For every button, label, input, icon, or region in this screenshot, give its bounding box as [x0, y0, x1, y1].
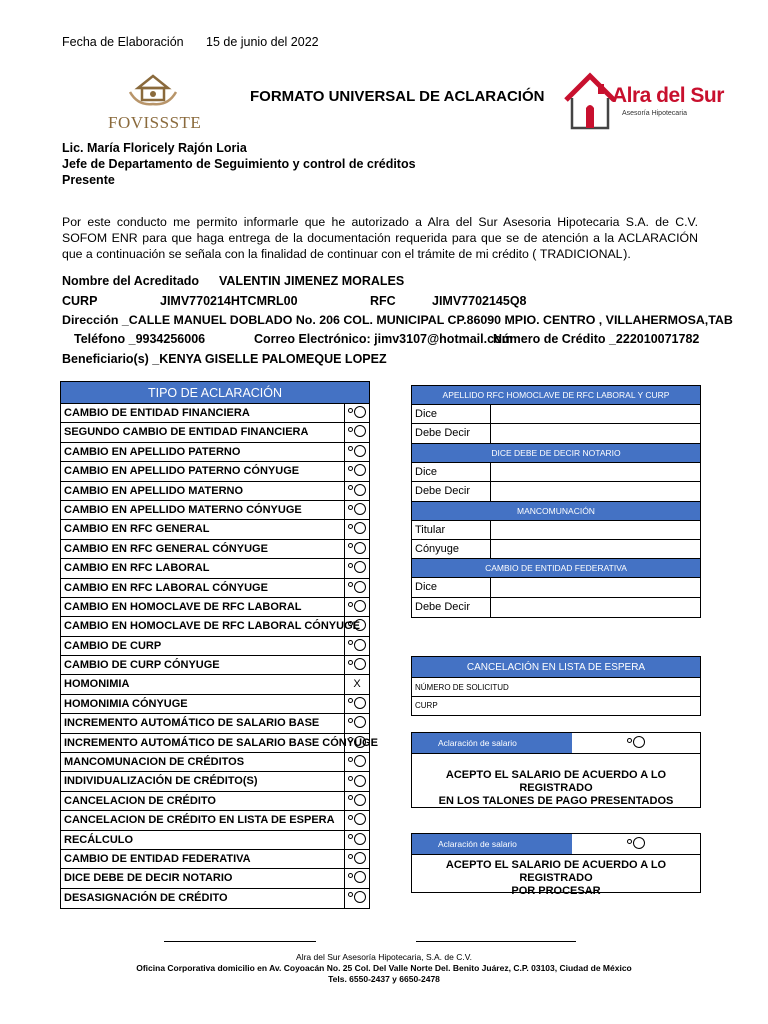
aclaracion-label: INDIVIDUALIZACIÓN DE CRÉDITO(S)	[61, 772, 345, 790]
table-row	[412, 540, 700, 559]
aclaracion-label: CAMBIO EN RFC GENERAL CÓNYUGE	[61, 540, 345, 558]
small-circle-icon	[348, 466, 353, 471]
body-line-3	[62, 246, 698, 262]
aclaracion-label: CAMBIO EN RFC GENERAL	[61, 520, 345, 538]
salario-header	[412, 834, 700, 855]
footer	[0, 952, 768, 985]
small-circle-icon	[348, 660, 353, 665]
footer-company: Alra del Sur Asesoría Hipotecaria, S.A. de C.V.	[296, 952, 472, 962]
correo: Correo Electrónico: jimv3107@hotmail.com	[254, 332, 513, 346]
row-label: Debe Decir	[412, 598, 491, 617]
small-circle-icon	[348, 795, 353, 800]
salario-box-2	[411, 833, 701, 897]
table-row	[61, 753, 369, 772]
input-cell[interactable]	[491, 405, 700, 423]
small-circle-icon	[348, 602, 353, 607]
aclaracion-selector[interactable]	[345, 772, 369, 790]
aclaracion-selector[interactable]	[345, 811, 369, 829]
small-circle-icon	[348, 698, 353, 703]
aclaracion-selector[interactable]	[345, 850, 369, 868]
radio-icon[interactable]	[633, 837, 645, 849]
fovissste-emblem-icon	[108, 72, 198, 108]
radio-icon[interactable]	[354, 775, 366, 787]
aclaracion-label: CAMBIO DE ENTIDAD FEDERATIVA	[61, 850, 345, 868]
salario-line: EN LOS TALONES DE PAGO PRESENTADOS	[438, 795, 674, 807]
aclaracion-label: CAMBIO DE CURP CÓNYUGE	[61, 656, 345, 674]
tipo-aclaracion-table	[60, 381, 378, 909]
salario-box-1	[411, 732, 701, 808]
numero-credito: Número de Crédito _222010071782	[493, 332, 700, 346]
aclaracion-label: CAMBIO EN RFC LABORAL CÓNYUGE	[61, 579, 345, 597]
body-paragraph	[62, 214, 698, 262]
aclaracion-selector[interactable]	[345, 675, 369, 693]
radio-icon[interactable]	[354, 503, 366, 515]
small-circle-icon	[348, 524, 353, 529]
aclaracion-label: CAMBIO EN HOMOCLAVE DE RFC LABORAL	[61, 598, 345, 616]
mancomunacion-header: MANCOMUNACIÓN	[412, 502, 700, 521]
small-circle-icon	[348, 892, 353, 897]
table-row	[412, 598, 700, 617]
aclaracion-label: RECÁLCULO	[61, 831, 345, 849]
body-line: que a continuación se señala con la finalidad de continuar con el trámite de mi crédito (	[62, 247, 537, 261]
table-row	[61, 482, 369, 501]
radio-icon[interactable]	[354, 581, 366, 593]
small-circle-icon	[348, 446, 353, 451]
radio-icon[interactable]	[354, 406, 366, 418]
row-label: Cónyuge	[412, 540, 491, 558]
radio-icon[interactable]	[354, 542, 366, 554]
table-row	[61, 501, 369, 520]
small-circle-icon	[348, 873, 353, 878]
radio-icon[interactable]	[354, 852, 366, 864]
aclaracion-label: CANCELACION DE CRÉDITO	[61, 792, 345, 810]
small-circle-icon	[348, 427, 353, 432]
table-row	[61, 656, 369, 675]
small-circle-icon	[348, 505, 353, 510]
cancelacion-header: CANCELACIÓN EN LISTA DE ESPERA	[412, 657, 700, 678]
fovissste-logo	[108, 72, 202, 132]
aclaracion-label: CAMBIO DE ENTIDAD FINANCIERA	[61, 404, 345, 422]
body-line: ).	[623, 247, 631, 261]
alra-wordmark: Alra del Sur	[612, 84, 724, 107]
aclaracion-selector[interactable]	[345, 598, 369, 616]
input-cell[interactable]	[491, 578, 700, 596]
aclaracion-selector[interactable]	[345, 656, 369, 674]
small-circle-icon	[348, 834, 353, 839]
salario-line: ACEPTO EL SALARIO DE ACUERDO A LO REGISTRADO	[445, 859, 667, 884]
radio-icon[interactable]	[354, 891, 366, 903]
acreditado-value: VALENTIN JIMENEZ MORALES	[219, 274, 405, 288]
small-circle-icon	[348, 854, 353, 859]
radio-icon[interactable]	[354, 464, 366, 476]
signature-line-left	[164, 941, 316, 942]
aclaracion-label: CAMBIO EN APELLIDO MATERNO CÓNYUGE	[61, 501, 345, 519]
footer-address: Oficina Corporativa domicilio en Av. Coyoacán No. 25 Col. Del Valle Norte Del. Benito Juárez, C.P. 03103, Ciudad de México	[136, 963, 632, 973]
apellido-header: APELLIDO RFC HOMOCLAVE DE RFC LABORAL Y CURP	[412, 386, 700, 405]
radio-icon[interactable]	[633, 736, 645, 748]
curp-value: JIMV770214HTCMRL00	[160, 294, 298, 308]
aclaracion-label: HOMONIMIA CÓNYUGE	[61, 695, 345, 713]
salario-line: ACEPTO EL SALARIO DE ACUERDO A LO REGISTRADO	[445, 769, 667, 794]
row-label: Dice	[412, 578, 491, 596]
aclaracion-selector[interactable]	[345, 443, 369, 461]
curp-label: CURP	[62, 294, 98, 308]
aclaracion-label: MANCOMUNACION DE CRÉDITOS	[61, 753, 345, 771]
rfc-label: RFC	[370, 294, 396, 308]
curp-field[interactable]: CURP	[415, 701, 438, 710]
salario-header-label: Aclaración de salario	[412, 834, 572, 854]
table-row	[412, 424, 700, 443]
small-circle-icon	[348, 718, 353, 723]
small-circle-icon	[348, 543, 353, 548]
rfc-value: JIMV7702145Q8	[432, 294, 527, 308]
aclaracion-selector[interactable]	[345, 889, 369, 908]
table-row	[61, 792, 369, 811]
radio-icon[interactable]	[354, 794, 366, 806]
tipo-aclaracion-header: TIPO DE ACLARACIÓN	[61, 382, 369, 404]
aclaracion-label: INCREMENTO AUTOMÁTICO DE SALARIO BASE	[61, 714, 345, 732]
salario-text	[412, 855, 700, 898]
credit-type: TRADICIONAL	[539, 247, 623, 261]
table-row	[61, 423, 369, 442]
radio-icon[interactable]	[354, 871, 366, 883]
salario-line: POR PROCESAR	[511, 885, 601, 897]
small-circle-icon	[348, 621, 353, 626]
salario-radio[interactable]	[572, 733, 700, 753]
input-cell[interactable]	[491, 598, 700, 617]
aclaracion-label: DESASIGNACIÓN DE CRÉDITO	[61, 889, 345, 908]
alra-tagline: Asesoría Hipotecaria	[622, 110, 687, 117]
table-row	[61, 559, 369, 578]
table-row	[412, 482, 700, 501]
table-row	[61, 540, 369, 559]
table-row	[61, 869, 369, 888]
input-cell[interactable]	[491, 463, 700, 481]
table-row	[61, 811, 369, 830]
radio-icon[interactable]	[354, 813, 366, 825]
aclaracion-selector[interactable]	[345, 520, 369, 538]
tipo-aclaracion-rows	[61, 404, 378, 908]
row-label: Debe Decir	[412, 424, 491, 442]
aclaracion-selector[interactable]	[345, 869, 369, 887]
table-row	[61, 714, 369, 733]
table-row	[61, 579, 369, 598]
input-cell[interactable]	[491, 424, 700, 442]
aclaracion-selector[interactable]	[345, 404, 369, 422]
radio-icon[interactable]	[354, 755, 366, 767]
date-label: Fecha de Elaboración	[62, 35, 184, 49]
radio-icon[interactable]	[354, 716, 366, 728]
table-row	[61, 520, 369, 539]
aclaracion-label: CAMBIO EN HOMOCLAVE DE RFC LABORAL CÓNYUGE	[61, 617, 345, 635]
alra-house-icon	[560, 70, 620, 132]
alra-logo	[560, 70, 724, 132]
salario-radio[interactable]	[572, 834, 700, 854]
small-circle-icon	[348, 776, 353, 781]
aclaracion-selector[interactable]	[345, 540, 369, 558]
table-row	[61, 889, 369, 908]
row-label: Titular	[412, 521, 491, 539]
small-circle-icon	[348, 640, 353, 645]
radio-icon[interactable]	[354, 600, 366, 612]
aclaracion-label: DICE DEBE DE DECIR NOTARIO	[61, 869, 345, 887]
aclaracion-label: CAMBIO EN APELLIDO PATERNO	[61, 443, 345, 461]
aclaracion-selector[interactable]	[345, 482, 369, 500]
small-circle-icon	[348, 815, 353, 820]
table-row	[412, 405, 700, 424]
telefono: Teléfono _9934256006	[74, 332, 206, 346]
recipient-position: Jefe de Departamento de Seguimiento y control de créditos	[62, 157, 416, 171]
row-label: Debe Decir	[412, 482, 491, 500]
row-label: Dice	[412, 405, 491, 423]
radio-icon[interactable]	[354, 639, 366, 651]
salario-text	[412, 754, 700, 808]
aclaracion-label: CAMBIO EN APELLIDO PATERNO CÓNYUGE	[61, 462, 345, 480]
aclaracion-label: HOMONIMIA	[61, 675, 345, 693]
small-circle-icon	[348, 582, 353, 587]
recipient-name: Lic. María Floricely Rajón Loria	[62, 141, 247, 155]
table-row	[61, 831, 369, 850]
salario-header	[412, 733, 700, 754]
signature-line-right	[416, 941, 576, 942]
solicitud-field[interactable]: NÚMERO DE SOLICITUD	[412, 678, 700, 697]
apellido-table	[411, 385, 701, 618]
aclaracion-label: CAMBIO EN APELLIDO MATERNO	[61, 482, 345, 500]
beneficiario: Beneficiario(s) _KENYA GISELLE PALOMEQUE LOPEZ	[62, 352, 387, 366]
aclaracion-selector[interactable]	[345, 423, 369, 441]
table-row	[61, 404, 369, 423]
footer-phones: Tels. 6550-2437 y 6650-2478	[328, 974, 440, 984]
table-row	[61, 772, 369, 791]
radio-icon[interactable]	[354, 522, 366, 534]
small-circle-icon	[348, 563, 353, 568]
aclaracion-selector[interactable]	[345, 734, 369, 752]
table-row	[412, 578, 700, 597]
small-circle-icon	[348, 408, 353, 413]
entidad-header: CAMBIO DE ENTIDAD FEDERATIVA	[412, 559, 700, 578]
radio-icon[interactable]	[354, 445, 366, 457]
recipient-greeting: Presente	[62, 173, 115, 187]
table-row	[61, 637, 369, 656]
radio-icon[interactable]	[354, 561, 366, 573]
body-line: SOFOM ENR para que haga entrega de la documentación requerida para que se de atención a la ACLARACIÓN	[62, 231, 698, 245]
table-row	[61, 617, 369, 636]
aclaracion-selector[interactable]	[345, 462, 369, 480]
radio-icon[interactable]	[354, 425, 366, 437]
fovissste-wordmark: FOVISSSTE	[108, 113, 202, 132]
table-row	[61, 443, 369, 462]
aclaracion-selector[interactable]	[345, 695, 369, 713]
aclaracion-label: CAMBIO DE CURP	[61, 637, 345, 655]
salario-header-label: Aclaración de salario	[412, 733, 572, 753]
input-cell[interactable]	[491, 540, 700, 558]
table-row	[61, 598, 369, 617]
radio-icon[interactable]	[354, 736, 366, 748]
row-label: Dice	[412, 463, 491, 481]
radio-icon[interactable]	[354, 619, 366, 631]
small-circle-icon	[348, 485, 353, 490]
aclaracion-label: INCREMENTO AUTOMÁTICO DE SALARIO BASE CÓNYUGE	[61, 734, 345, 752]
aclaracion-selector[interactable]	[345, 714, 369, 732]
acreditado-label: Nombre del Acreditado	[62, 274, 200, 288]
cancelacion-table	[411, 656, 701, 716]
aclaracion-label: CANCELACION DE CRÉDITO EN LISTA DE ESPERA	[61, 811, 345, 829]
table-row	[61, 734, 378, 753]
table-row	[412, 521, 700, 540]
aclaracion-selector[interactable]	[345, 579, 369, 597]
notario-header: DICE DEBE DE DECIR NOTARIO	[412, 444, 700, 463]
table-row	[61, 462, 369, 481]
table-row	[61, 695, 369, 714]
selected-mark: X	[353, 678, 361, 691]
page-title: FORMATO UNIVERSAL DE ACLARACIÓN	[250, 88, 545, 105]
body-line: Por este conducto me permito informarle que he autorizado a Alra del Sur Asesoria Hipotecaria S.A. de C.V.	[62, 215, 698, 229]
aclaracion-label: SEGUNDO CAMBIO DE ENTIDAD FINANCIERA	[61, 423, 345, 441]
input-cell[interactable]	[491, 521, 700, 539]
aclaracion-selector[interactable]	[345, 617, 369, 635]
input-cell[interactable]	[491, 482, 700, 500]
small-circle-icon	[348, 757, 353, 762]
aclaracion-label: CAMBIO EN RFC LABORAL	[61, 559, 345, 577]
aclaracion-selector[interactable]	[345, 501, 369, 519]
radio-icon[interactable]	[354, 697, 366, 709]
aclaracion-selector[interactable]	[345, 753, 369, 771]
table-row	[61, 850, 369, 869]
aclaracion-selector[interactable]	[345, 792, 369, 810]
table-row	[412, 463, 700, 482]
aclaracion-selector[interactable]	[345, 831, 369, 849]
aclaracion-selector[interactable]	[345, 559, 369, 577]
radio-icon[interactable]	[354, 484, 366, 496]
date-value: 15 de junio del 2022	[206, 35, 319, 49]
radio-icon[interactable]	[354, 833, 366, 845]
small-circle-icon	[348, 737, 353, 742]
direccion: Dirección _CALLE MANUEL DOBLADO No. 206 COL. MUNICIPAL CP.86090 MPIO. CENTRO , VILLAHERMOSA,TAB	[62, 313, 733, 327]
radio-icon[interactable]	[354, 658, 366, 670]
table-row	[61, 675, 369, 694]
aclaracion-selector[interactable]	[345, 637, 369, 655]
